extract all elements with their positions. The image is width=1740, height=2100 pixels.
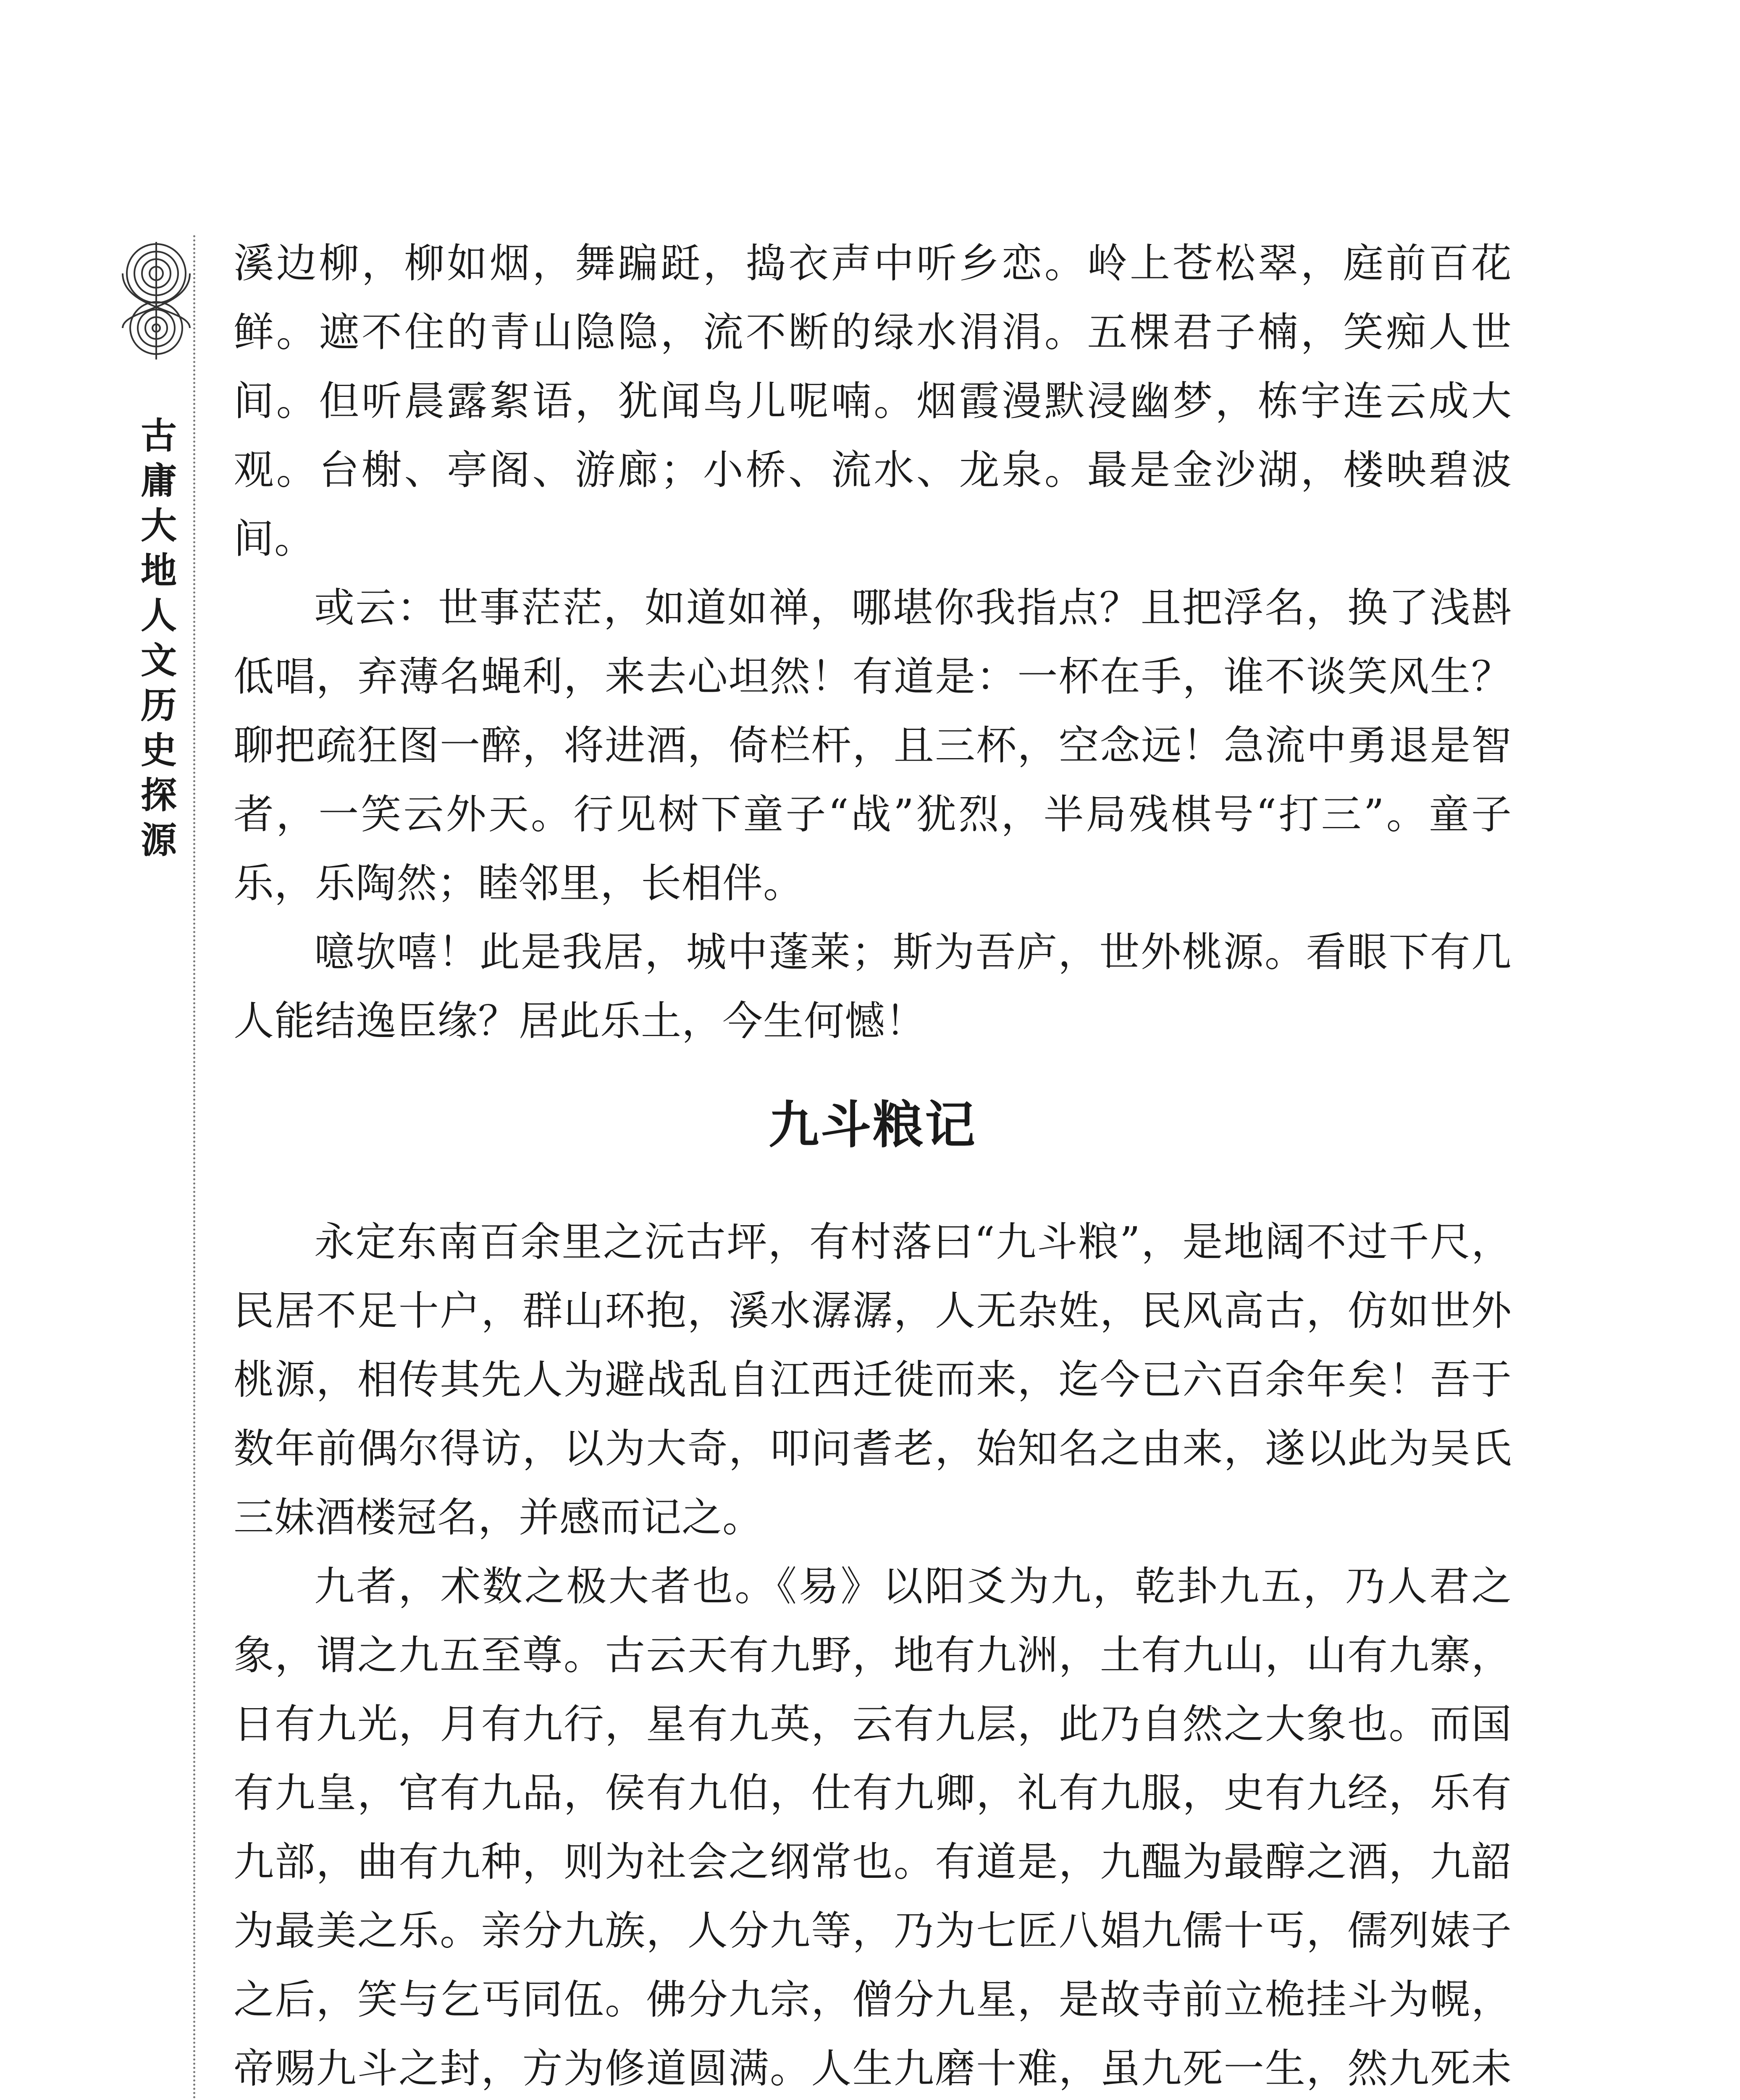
paragraph: 或云：世事茫茫，如道如禅，哪堪你我指点？且把浮名，换了浅斟低唱，弃薄名蝇利，来去心坦然！有道是：一杯在手，谁不谈笑风生？聊把疏狂图一醉，将进酒，倚栏杆，且三杯，空念远！急流中勇退是智者，一笑云外天。行见树下童子“战”犹烈，半局残棋号“打三”。童子乐，乐陶然；睦邻里，长相伴。 [234,584,1512,907]
series-title: 古庸大地人文历史探源 [141,415,177,861]
paragraph: 溪边柳，柳如烟，舞蹁跹，捣衣声中听乡恋。岭上苍松翠，庭前百花鲜。遮不住的青山隐隐，流不断的绿水涓涓。五棵君子楠，笑痴人世间。但听晨露絮语，犹闻鸟儿呢喃。烟霞漫默浸幽梦，栋宇连云成大观。台榭、亭阁、游廊；小桥、流水、龙泉。最是金沙湖，楼映碧波间。 [234,240,1512,562]
paragraph: 噫欤嘻！此是我居，城中蓬莱；斯为吾庐，世外桃源。看眼下有几人能结逸臣缘？居此乐土，今生何憾！ [234,929,1512,1045]
spiral-ornament-icon [114,234,198,364]
body-text [234,229,1512,2100]
paragraph: 永定东南百余里之沅古坪，有村落曰“九斗粮”，是地阔不过千尺，民居不足十户，群山环抱，溪水潺潺，人无杂姓，民风高古，仿如世外桃源，相传其先人为避战乱自江西迁徙而来，迄今已六百余年矣！吾于数年前偶尔得访，以为大奇，叩问耆老，始知名之由来，遂以此为吴氏三妹酒楼冠名，并感而记之。 [234,1218,1512,1541]
margin-divider [193,235,195,2100]
section-heading: 九斗粮记 [769,1096,977,1155]
paragraph: 九者，术数之极大者也。《易》以阳爻为九，乾卦九五，乃人君之象，谓之九五至尊。古云天有九野，地有九洲，土有九山，山有九寨，日有九光，月有九行，星有九英，云有九层，此乃自然之大象也。而国有九皇，官有九品，侯有九伯，仕有九卿，礼有九服，史有九经，乐有九部，曲有九种，则为社会之纲常也。有道是，九醖为最醇之酒，九韶为最美之乐。亲分九族，人分九等，乃为七匠八娼九儒十丐，儒列婊子之后，笑与乞丐同伍。佛分九宗，僧分九星，是故寺前立桅挂斗为幌，帝赐九斗之封，方为修道圆满。人生九磨十难，虽九死一生，然九死未 [234,1563,1512,2092]
